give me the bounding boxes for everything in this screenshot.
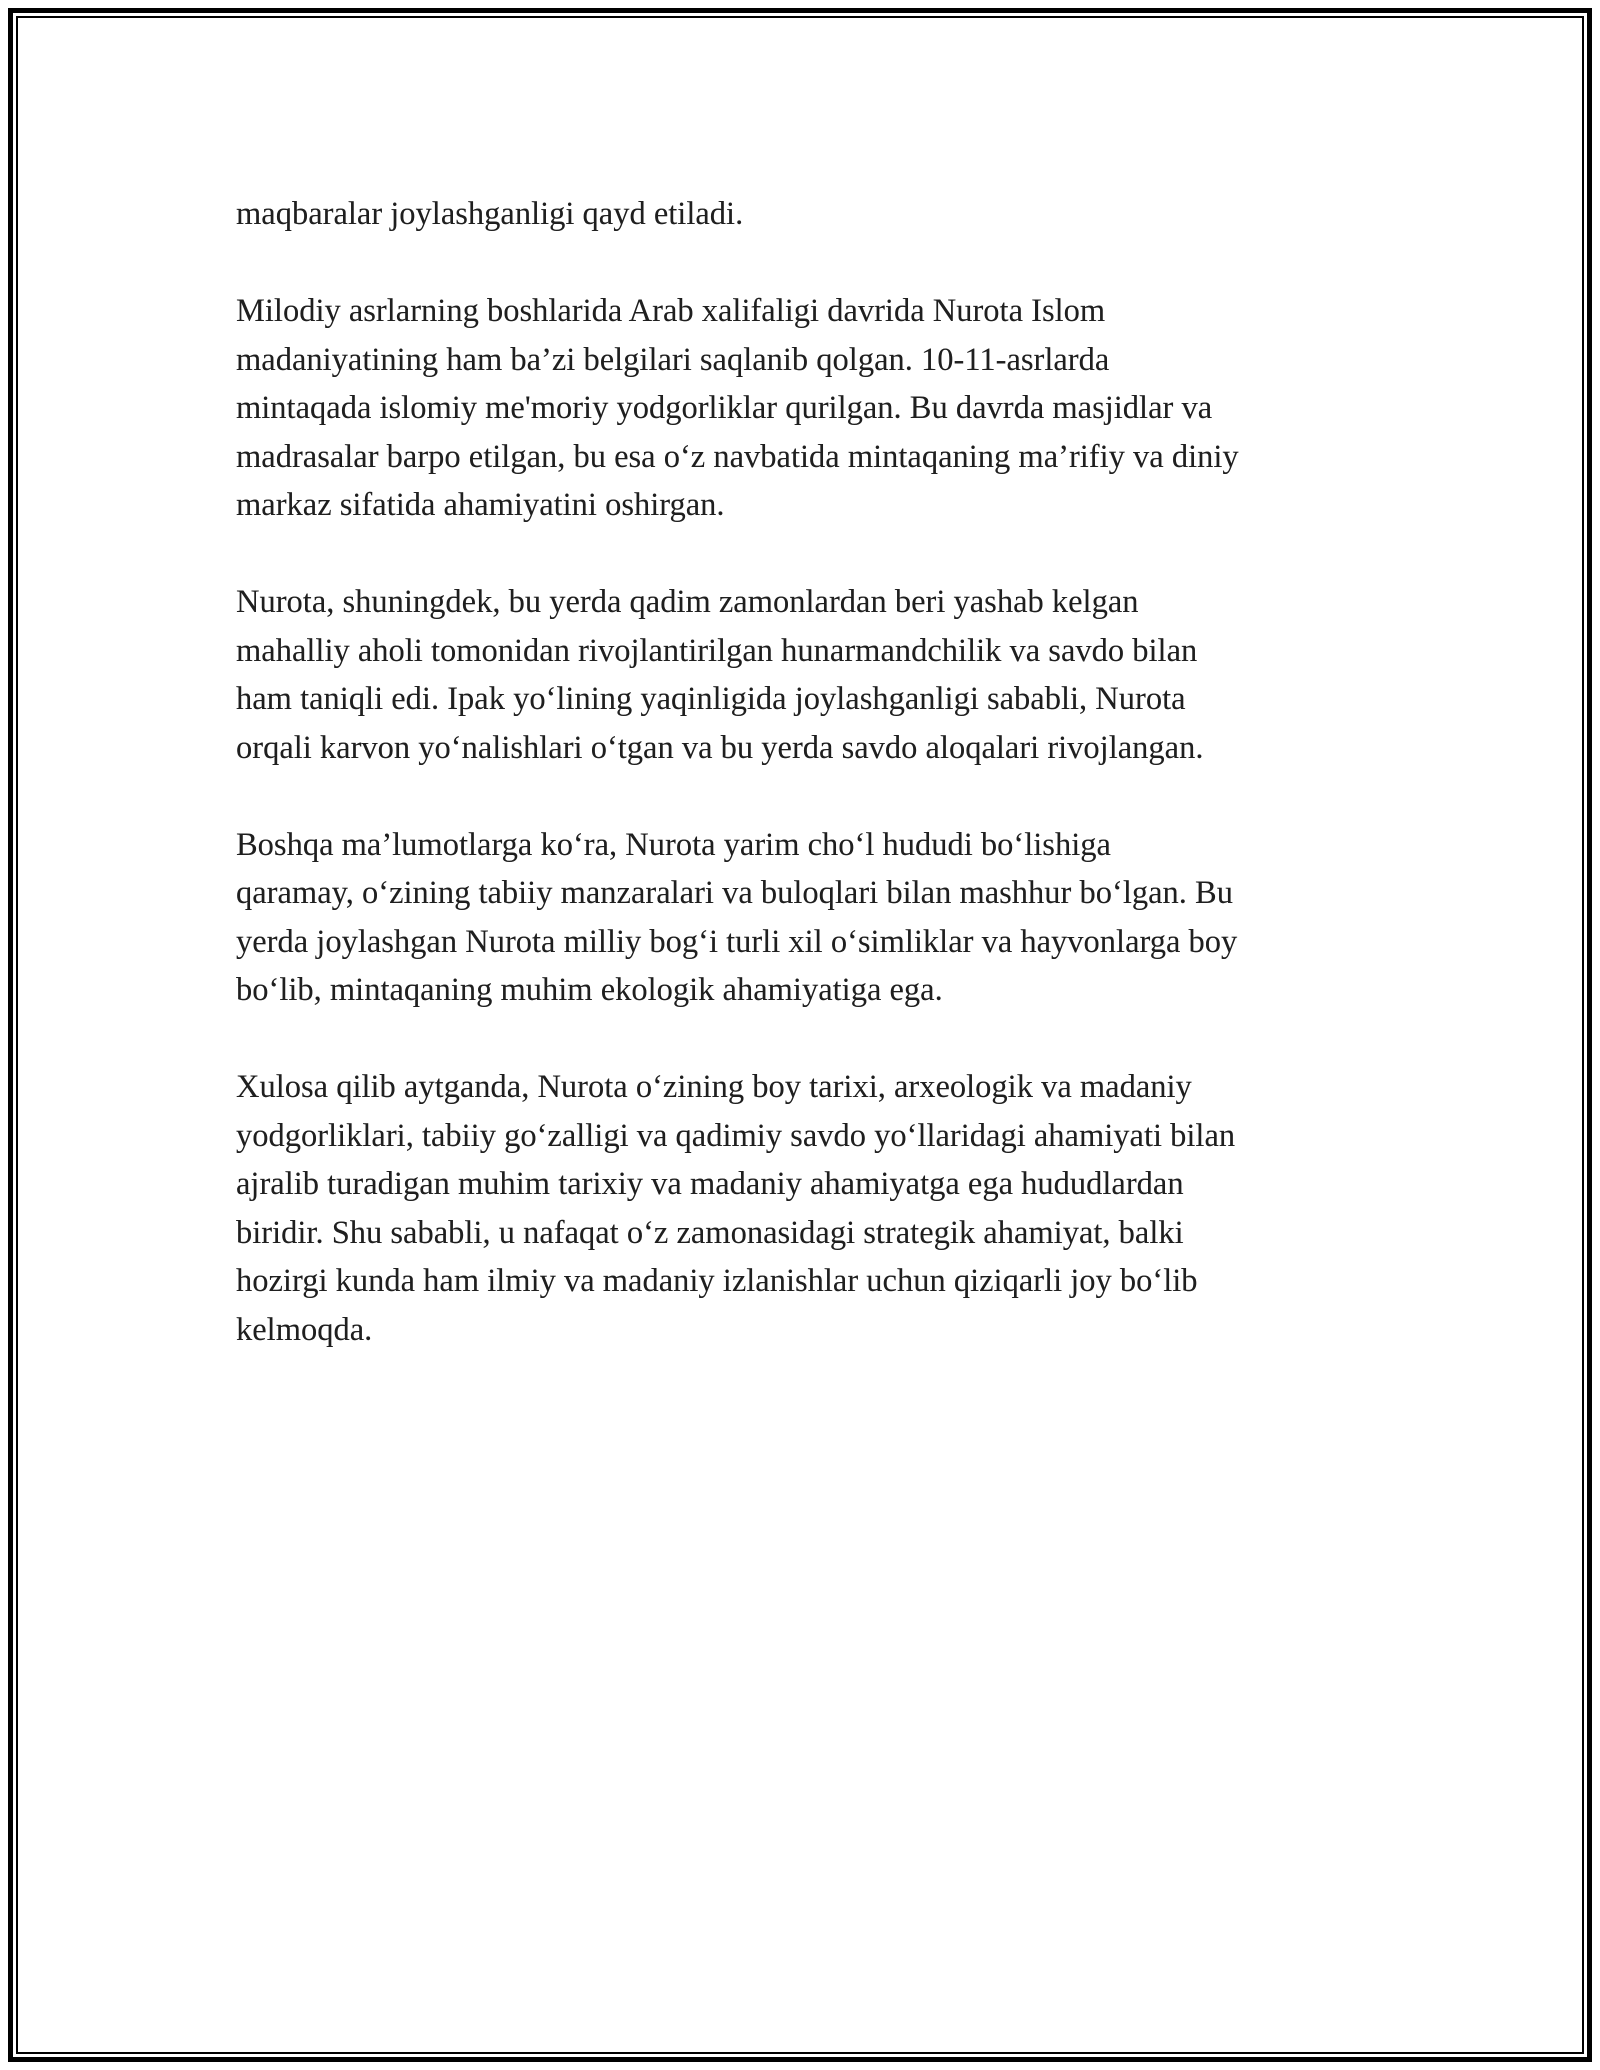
text-line: qaramay, o‘zining tabiiy manzaralari va buloqlari bilan mashhur bo‘lgan. Bu: [236, 875, 1233, 911]
text-line: maqbaralar joylashganligi qayd etiladi.: [236, 196, 744, 232]
text-line: Milodiy asrlarning boshlarida Arab xalifaligi davrida Nurota Islom: [236, 293, 1106, 329]
text-line: madaniyatining ham ba’zi belgilari saqlanib qolgan. 10-11-asrlarda: [236, 341, 1110, 378]
text-line: bo‘lib, mintaqaning muhim ekologik ahamiyatiga ega.: [236, 972, 943, 1008]
paragraph: [236, 578, 1386, 772]
paragraph: [236, 190, 1386, 239]
text-line: kelmoqda.: [236, 1311, 373, 1348]
text-line: Nurota, shuningdek, bu yerda qadim zamonlardan beri yashab kelgan: [236, 584, 1139, 620]
text-line: ajralib turadigan muhim tarixiy va madaniy ahamiyatga ega hududlardan: [236, 1166, 1184, 1202]
text-line: Boshqa ma’lumotlarga ko‘ra, Nurota yarim cho‘l hududi bo‘lishiga: [236, 826, 1111, 863]
text-line: hozirgi kunda ham ilmiy va madaniy izlanishlar uchun qiziqarli joy bo‘lib: [236, 1263, 1198, 1299]
text-line: ham taniqli edi. Ipak yo‘lining yaqinligida joylashganligi sababli, Nurota: [236, 681, 1186, 717]
text-line: madrasalar barpo etilgan, bu esa o‘z navbatida mintaqaning ma’rifiy va diniy: [236, 438, 1239, 475]
text-line: markaz sifatida ahamiyatini oshirgan.: [236, 487, 725, 523]
text-line: biridir. Shu sababli, u nafaqat o‘z zamonasidagi strategik ahamiyat, balki: [236, 1214, 1184, 1251]
text-line: Xulosa qilib aytganda, Nurota o‘zining boy tarixi, arxeologik va madaniy: [236, 1069, 1192, 1105]
text-line: yodgorliklari, tabiiy go‘zalligi va qadimiy savdo yo‘llaridagi ahamiyati bilan: [236, 1117, 1236, 1154]
paragraph: [236, 287, 1386, 530]
paragraph: [236, 821, 1386, 1015]
text-line: orqali karvon yo‘nalishlari o‘tgan va bu yerda savdo aloqalari rivojlangan.: [236, 729, 1204, 766]
text-line: mahalliy aholi tomonidan rivojlantirilgan hunarmandchilik va savdo bilan: [236, 632, 1198, 669]
text-line: yerda joylashgan Nurota milliy bog‘i turli xil o‘simliklar va hayvonlarga boy: [236, 923, 1238, 960]
paragraph: [236, 1063, 1386, 1354]
text-line: mintaqada islomiy me'moriy yodgorliklar qurilgan. Bu davrda masjidlar va: [236, 390, 1213, 426]
document-body: [236, 190, 1386, 1403]
